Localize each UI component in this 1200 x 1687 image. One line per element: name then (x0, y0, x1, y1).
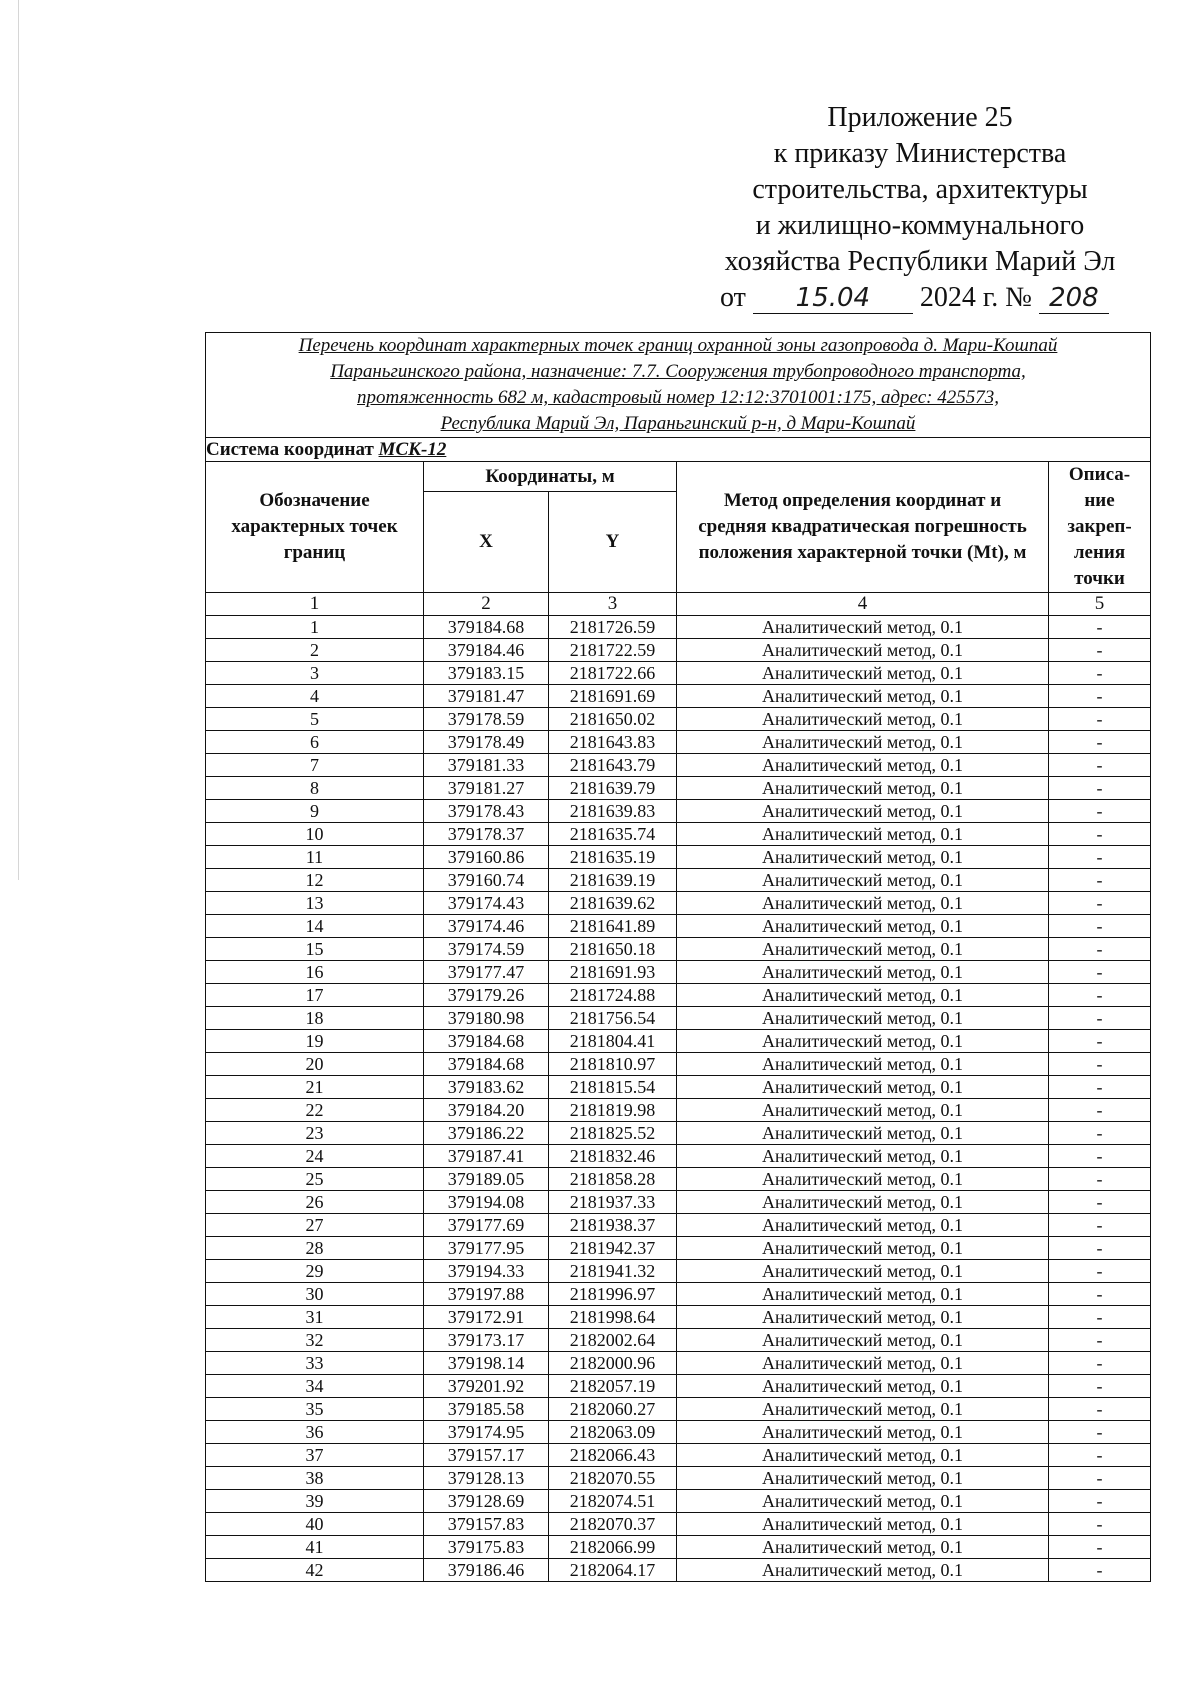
point-number-cell: 33 (206, 1352, 424, 1375)
y-coordinate-cell: 2181639.83 (549, 800, 677, 823)
description-cell: - (1049, 1260, 1151, 1283)
y-coordinate-cell: 2182000.96 (549, 1352, 677, 1375)
method-cell: Аналитический метод, 0.1 (677, 1490, 1049, 1513)
y-coordinate-cell: 2181639.79 (549, 777, 677, 800)
table-row (206, 1076, 1151, 1099)
point-number-cell: 22 (206, 1099, 424, 1122)
point-number-cell: 28 (206, 1237, 424, 1260)
handwritten-date: 15.04 (753, 283, 913, 314)
coordinates-table (205, 332, 1151, 1582)
point-number-cell: 2 (206, 639, 424, 662)
description-cell: - (1049, 938, 1151, 961)
column-number-row (206, 593, 1151, 616)
x-coordinate-cell: 379178.49 (424, 731, 549, 754)
description-cell: - (1049, 662, 1151, 685)
column-number: 3 (549, 593, 677, 616)
method-cell: Аналитический метод, 0.1 (677, 1536, 1049, 1559)
description-cell: - (1049, 777, 1151, 800)
table-row (206, 938, 1151, 961)
description-cell: - (1049, 1099, 1151, 1122)
method-cell: Аналитический метод, 0.1 (677, 1559, 1049, 1582)
x-coordinate-cell: 379177.95 (424, 1237, 549, 1260)
method-cell: Аналитический метод, 0.1 (677, 1237, 1049, 1260)
y-coordinate-cell: 2181937.33 (549, 1191, 677, 1214)
table-row (206, 754, 1151, 777)
table-row (206, 961, 1151, 984)
title-line: протяженность 682 м, кадастровый номер 12:12:3701001:175, адрес: 425573, (356, 387, 999, 408)
header-line-5: хозяйства Республики Марий Эл (724, 246, 1116, 277)
x-coordinate-cell: 379186.46 (424, 1559, 549, 1582)
x-coordinate-cell: 379201.92 (424, 1375, 549, 1398)
method-cell: Аналитический метод, 0.1 (677, 1053, 1049, 1076)
x-coordinate-cell: 379194.08 (424, 1191, 549, 1214)
method-cell: Аналитический метод, 0.1 (677, 1283, 1049, 1306)
coordinate-system-label: Система координат (206, 439, 374, 460)
point-number-cell: 17 (206, 984, 424, 1007)
description-cell: - (1049, 1237, 1151, 1260)
point-number-cell: 25 (206, 1168, 424, 1191)
point-number-cell: 4 (206, 685, 424, 708)
table-row (206, 685, 1151, 708)
point-number-cell: 35 (206, 1398, 424, 1421)
y-coordinate-cell: 2181635.19 (549, 846, 677, 869)
description-cell: - (1049, 708, 1151, 731)
point-number-cell: 6 (206, 731, 424, 754)
point-number-cell: 15 (206, 938, 424, 961)
point-number-cell: 3 (206, 662, 424, 685)
description-cell: - (1049, 1375, 1151, 1398)
x-coordinate-cell: 379177.47 (424, 961, 549, 984)
x-coordinate-cell: 379185.58 (424, 1398, 549, 1421)
point-number-cell: 19 (206, 1030, 424, 1053)
title-line: Перечень координат характерных точек границ охранной зоны газопровода д. Мари-Кошпай (298, 335, 1058, 356)
description-cell: - (1049, 1076, 1151, 1099)
point-number-cell: 37 (206, 1444, 424, 1467)
method-cell: Аналитический метод, 0.1 (677, 961, 1049, 984)
method-cell: Аналитический метод, 0.1 (677, 1398, 1049, 1421)
table-row (206, 639, 1151, 662)
y-coordinate-cell: 2181996.97 (549, 1283, 677, 1306)
year-text: 2024 г. № (919, 282, 1032, 313)
x-coordinate-cell: 379181.27 (424, 777, 549, 800)
x-coordinate-cell: 379179.26 (424, 984, 549, 1007)
y-coordinate-cell: 2182070.55 (549, 1467, 677, 1490)
point-number-cell: 8 (206, 777, 424, 800)
description-cell: - (1049, 1329, 1151, 1352)
x-coordinate-cell: 379194.33 (424, 1260, 549, 1283)
column-number: 1 (206, 593, 424, 616)
table-row (206, 915, 1151, 938)
table-row (206, 1306, 1151, 1329)
method-cell: Аналитический метод, 0.1 (677, 1168, 1049, 1191)
y-coordinate-cell: 2181726.59 (549, 616, 677, 639)
description-cell: - (1049, 846, 1151, 869)
description-header-line: закреп- (1067, 516, 1132, 537)
table-row (206, 662, 1151, 685)
table-row (206, 616, 1151, 639)
y-coordinate-cell: 2181832.46 (549, 1145, 677, 1168)
appendix-header (700, 100, 1140, 316)
y-coordinate-cell: 2181819.98 (549, 1099, 677, 1122)
point-number-cell: 9 (206, 800, 424, 823)
description-cell: - (1049, 1398, 1151, 1421)
table-row (206, 1398, 1151, 1421)
method-cell: Аналитический метод, 0.1 (677, 1099, 1049, 1122)
table-row (206, 869, 1151, 892)
y-coordinate-cell: 2181691.69 (549, 685, 677, 708)
x-coordinate-cell: 379172.91 (424, 1306, 549, 1329)
x-coordinate-cell: 379157.17 (424, 1444, 549, 1467)
point-number-cell: 38 (206, 1467, 424, 1490)
x-coordinate-cell: 379184.68 (424, 616, 549, 639)
table-row (206, 1352, 1151, 1375)
description-cell: - (1049, 1421, 1151, 1444)
description-cell: - (1049, 1191, 1151, 1214)
table-row (206, 1513, 1151, 1536)
x-coordinate-cell: 379189.05 (424, 1168, 549, 1191)
y-coordinate-cell: 2182063.09 (549, 1421, 677, 1444)
col-header-method: Метод определения координат и средняя квадратическая погрешность положения характерной точки (Mt), м (677, 462, 1049, 593)
header-line-2: к приказу Министерства (773, 138, 1067, 169)
point-number-cell: 18 (206, 1007, 424, 1030)
title-line: Республика Марий Эл, Параньгинский р-н, д Мари-Кошпай (440, 413, 916, 434)
description-cell: - (1049, 1306, 1151, 1329)
column-number: 2 (424, 593, 549, 616)
y-coordinate-cell: 2181643.83 (549, 731, 677, 754)
table-row (206, 1421, 1151, 1444)
method-cell: Аналитический метод, 0.1 (677, 1076, 1049, 1099)
y-coordinate-cell: 2181938.37 (549, 1214, 677, 1237)
x-coordinate-cell: 379197.88 (424, 1283, 549, 1306)
y-coordinate-cell: 2181825.52 (549, 1122, 677, 1145)
table-row (206, 1122, 1151, 1145)
table-row (206, 1490, 1151, 1513)
description-cell: - (1049, 1030, 1151, 1053)
title-line: Параньгинского района, назначение: 7.7. Сооружения трубопроводного транспорта, (330, 361, 1026, 382)
y-coordinate-cell: 2181998.64 (549, 1306, 677, 1329)
description-header-line: точки (1074, 568, 1125, 589)
table-row (206, 1168, 1151, 1191)
y-coordinate-cell: 2182066.43 (549, 1444, 677, 1467)
description-cell: - (1049, 915, 1151, 938)
point-number-cell: 40 (206, 1513, 424, 1536)
y-coordinate-cell: 2181810.97 (549, 1053, 677, 1076)
point-number-cell: 39 (206, 1490, 424, 1513)
method-cell: Аналитический метод, 0.1 (677, 1329, 1049, 1352)
description-cell: - (1049, 1122, 1151, 1145)
description-cell: - (1049, 892, 1151, 915)
description-cell: - (1049, 1145, 1151, 1168)
date-prefix: от (720, 282, 746, 313)
col-header-y: Y (549, 492, 677, 593)
method-cell: Аналитический метод, 0.1 (677, 869, 1049, 892)
method-cell: Аналитический метод, 0.1 (677, 892, 1049, 915)
col-header-designation: Обозначение характерных точек границ (206, 462, 424, 593)
method-cell: Аналитический метод, 0.1 (677, 1421, 1049, 1444)
table-row (206, 708, 1151, 731)
y-coordinate-cell: 2181722.66 (549, 662, 677, 685)
method-cell: Аналитический метод, 0.1 (677, 1467, 1049, 1490)
table-row (206, 1283, 1151, 1306)
table-row (206, 1007, 1151, 1030)
coordinate-system (206, 438, 1151, 462)
table-row (206, 800, 1151, 823)
y-coordinate-cell: 2182066.99 (549, 1536, 677, 1559)
method-cell: Аналитический метод, 0.1 (677, 1191, 1049, 1214)
table-row (206, 1030, 1151, 1053)
method-cell: Аналитический метод, 0.1 (677, 1260, 1049, 1283)
y-coordinate-cell: 2181756.54 (549, 1007, 677, 1030)
method-cell: Аналитический метод, 0.1 (677, 1306, 1049, 1329)
method-cell: Аналитический метод, 0.1 (677, 1030, 1049, 1053)
y-coordinate-cell: 2181941.32 (549, 1260, 677, 1283)
method-cell: Аналитический метод, 0.1 (677, 708, 1049, 731)
point-number-cell: 23 (206, 1122, 424, 1145)
point-number-cell: 21 (206, 1076, 424, 1099)
table-title (206, 333, 1151, 438)
header-line-4: и жилищно-коммунального (755, 210, 1085, 241)
y-coordinate-cell: 2181639.19 (549, 869, 677, 892)
point-number-cell: 31 (206, 1306, 424, 1329)
y-coordinate-cell: 2182002.64 (549, 1329, 677, 1352)
method-cell: Аналитический метод, 0.1 (677, 1444, 1049, 1467)
point-number-cell: 20 (206, 1053, 424, 1076)
x-coordinate-cell: 379178.59 (424, 708, 549, 731)
table-row (206, 823, 1151, 846)
table-row (206, 1145, 1151, 1168)
point-number-cell: 16 (206, 961, 424, 984)
y-coordinate-cell: 2181815.54 (549, 1076, 677, 1099)
table-title-row (206, 333, 1151, 438)
method-cell: Аналитический метод, 0.1 (677, 1375, 1049, 1398)
description-cell: - (1049, 639, 1151, 662)
point-number-cell: 41 (206, 1536, 424, 1559)
x-coordinate-cell: 379181.33 (424, 754, 549, 777)
x-coordinate-cell: 379181.47 (424, 685, 549, 708)
point-number-cell: 5 (206, 708, 424, 731)
column-number: 5 (1049, 593, 1151, 616)
col-header-coordinates: Координаты, м (424, 462, 677, 492)
x-coordinate-cell: 379177.69 (424, 1214, 549, 1237)
y-coordinate-cell: 2181641.89 (549, 915, 677, 938)
coordinate-system-value: МСК-12 (378, 439, 447, 460)
description-cell: - (1049, 1053, 1151, 1076)
method-cell: Аналитический метод, 0.1 (677, 1513, 1049, 1536)
method-cell: Аналитический метод, 0.1 (677, 915, 1049, 938)
method-cell: Аналитический метод, 0.1 (677, 616, 1049, 639)
description-cell: - (1049, 1007, 1151, 1030)
x-coordinate-cell: 379183.15 (424, 662, 549, 685)
x-coordinate-cell: 379128.13 (424, 1467, 549, 1490)
y-coordinate-cell: 2181724.88 (549, 984, 677, 1007)
point-number-cell: 27 (206, 1214, 424, 1237)
point-number-cell: 11 (206, 846, 424, 869)
table-row (206, 1260, 1151, 1283)
method-cell: Аналитический метод, 0.1 (677, 777, 1049, 800)
method-cell: Аналитический метод, 0.1 (677, 984, 1049, 1007)
description-header-line: ления (1073, 542, 1126, 563)
x-coordinate-cell: 379174.59 (424, 938, 549, 961)
x-coordinate-cell: 379184.68 (424, 1030, 549, 1053)
point-number-cell: 14 (206, 915, 424, 938)
x-coordinate-cell: 379160.74 (424, 869, 549, 892)
x-coordinate-cell: 379174.95 (424, 1421, 549, 1444)
x-coordinate-cell: 379178.43 (424, 800, 549, 823)
col-header-x: X (424, 492, 549, 593)
x-coordinate-cell: 379180.98 (424, 1007, 549, 1030)
x-coordinate-cell: 379175.83 (424, 1536, 549, 1559)
point-number-cell: 34 (206, 1375, 424, 1398)
point-number-cell: 29 (206, 1260, 424, 1283)
table-row (206, 1099, 1151, 1122)
x-coordinate-cell: 379187.41 (424, 1145, 549, 1168)
method-cell: Аналитический метод, 0.1 (677, 1122, 1049, 1145)
description-cell: - (1049, 1467, 1151, 1490)
description-header-line: Описа- (1068, 464, 1131, 485)
header-line-1: Приложение 25 (827, 102, 1013, 133)
y-coordinate-cell: 2181942.37 (549, 1237, 677, 1260)
description-cell: - (1049, 869, 1151, 892)
scan-edge-line (18, 0, 19, 880)
table-row (206, 1214, 1151, 1237)
method-cell: Аналитический метод, 0.1 (677, 1007, 1049, 1030)
x-coordinate-cell: 379184.20 (424, 1099, 549, 1122)
point-number-cell: 10 (206, 823, 424, 846)
method-cell: Аналитический метод, 0.1 (677, 731, 1049, 754)
description-cell: - (1049, 823, 1151, 846)
x-coordinate-cell: 379160.86 (424, 846, 549, 869)
description-cell: - (1049, 1490, 1151, 1513)
description-cell: - (1049, 800, 1151, 823)
header-row-1 (206, 462, 1151, 492)
description-header-line: ние (1084, 490, 1115, 511)
method-cell: Аналитический метод, 0.1 (677, 800, 1049, 823)
point-number-cell: 26 (206, 1191, 424, 1214)
x-coordinate-cell: 379174.46 (424, 915, 549, 938)
x-coordinate-cell: 379178.37 (424, 823, 549, 846)
point-number-cell: 24 (206, 1145, 424, 1168)
table-row (206, 1536, 1151, 1559)
table-row (206, 892, 1151, 915)
method-cell: Аналитический метод, 0.1 (677, 1145, 1049, 1168)
method-cell: Аналитический метод, 0.1 (677, 1214, 1049, 1237)
col-header-description (1049, 462, 1151, 593)
y-coordinate-cell: 2181643.79 (549, 754, 677, 777)
y-coordinate-cell: 2181639.62 (549, 892, 677, 915)
y-coordinate-cell: 2182057.19 (549, 1375, 677, 1398)
x-coordinate-cell: 379184.68 (424, 1053, 549, 1076)
description-cell: - (1049, 984, 1151, 1007)
coordinate-system-row (206, 438, 1151, 462)
y-coordinate-cell: 2181722.59 (549, 639, 677, 662)
description-cell: - (1049, 1536, 1151, 1559)
y-coordinate-cell: 2181804.41 (549, 1030, 677, 1053)
table-row (206, 1559, 1151, 1582)
point-number-cell: 32 (206, 1329, 424, 1352)
method-cell: Аналитический метод, 0.1 (677, 823, 1049, 846)
method-cell: Аналитический метод, 0.1 (677, 754, 1049, 777)
table-row (206, 1053, 1151, 1076)
table-row (206, 846, 1151, 869)
point-number-cell: 30 (206, 1283, 424, 1306)
table-row (206, 1237, 1151, 1260)
header-line-3: строительства, архитектуры (752, 174, 1088, 205)
x-coordinate-cell: 379183.62 (424, 1076, 549, 1099)
x-coordinate-cell: 379186.22 (424, 1122, 549, 1145)
x-coordinate-cell: 379173.17 (424, 1329, 549, 1352)
point-number-cell: 36 (206, 1421, 424, 1444)
method-cell: Аналитический метод, 0.1 (677, 1352, 1049, 1375)
table-row (206, 731, 1151, 754)
description-cell: - (1049, 1352, 1151, 1375)
table-row (206, 777, 1151, 800)
point-number-cell: 13 (206, 892, 424, 915)
y-coordinate-cell: 2182074.51 (549, 1490, 677, 1513)
point-number-cell: 1 (206, 616, 424, 639)
x-coordinate-cell: 379184.46 (424, 639, 549, 662)
handwritten-order-number: 208 (1039, 283, 1109, 314)
table-row (206, 984, 1151, 1007)
description-cell: - (1049, 616, 1151, 639)
description-cell: - (1049, 731, 1151, 754)
point-number-cell: 42 (206, 1559, 424, 1582)
description-cell: - (1049, 1214, 1151, 1237)
description-cell: - (1049, 1513, 1151, 1536)
table-row (206, 1467, 1151, 1490)
description-cell: - (1049, 754, 1151, 777)
description-cell: - (1049, 1283, 1151, 1306)
x-coordinate-cell: 379128.69 (424, 1490, 549, 1513)
method-cell: Аналитический метод, 0.1 (677, 938, 1049, 961)
y-coordinate-cell: 2181691.93 (549, 961, 677, 984)
method-cell: Аналитический метод, 0.1 (677, 662, 1049, 685)
y-coordinate-cell: 2182060.27 (549, 1398, 677, 1421)
point-number-cell: 7 (206, 754, 424, 777)
x-coordinate-cell: 379174.43 (424, 892, 549, 915)
y-coordinate-cell: 2182064.17 (549, 1559, 677, 1582)
y-coordinate-cell: 2181650.02 (549, 708, 677, 731)
order-date-line (700, 280, 1140, 316)
description-cell: - (1049, 1444, 1151, 1467)
table-row (206, 1375, 1151, 1398)
description-cell: - (1049, 685, 1151, 708)
description-cell: - (1049, 1168, 1151, 1191)
y-coordinate-cell: 2181650.18 (549, 938, 677, 961)
table-row (206, 1444, 1151, 1467)
column-number: 4 (677, 593, 1049, 616)
point-number-cell: 12 (206, 869, 424, 892)
table-row (206, 1329, 1151, 1352)
method-cell: Аналитический метод, 0.1 (677, 685, 1049, 708)
method-cell: Аналитический метод, 0.1 (677, 639, 1049, 662)
description-cell: - (1049, 961, 1151, 984)
x-coordinate-cell: 379157.83 (424, 1513, 549, 1536)
y-coordinate-cell: 2182070.37 (549, 1513, 677, 1536)
method-cell: Аналитический метод, 0.1 (677, 846, 1049, 869)
table-row (206, 1191, 1151, 1214)
y-coordinate-cell: 2181858.28 (549, 1168, 677, 1191)
description-cell: - (1049, 1559, 1151, 1582)
x-coordinate-cell: 379198.14 (424, 1352, 549, 1375)
y-coordinate-cell: 2181635.74 (549, 823, 677, 846)
